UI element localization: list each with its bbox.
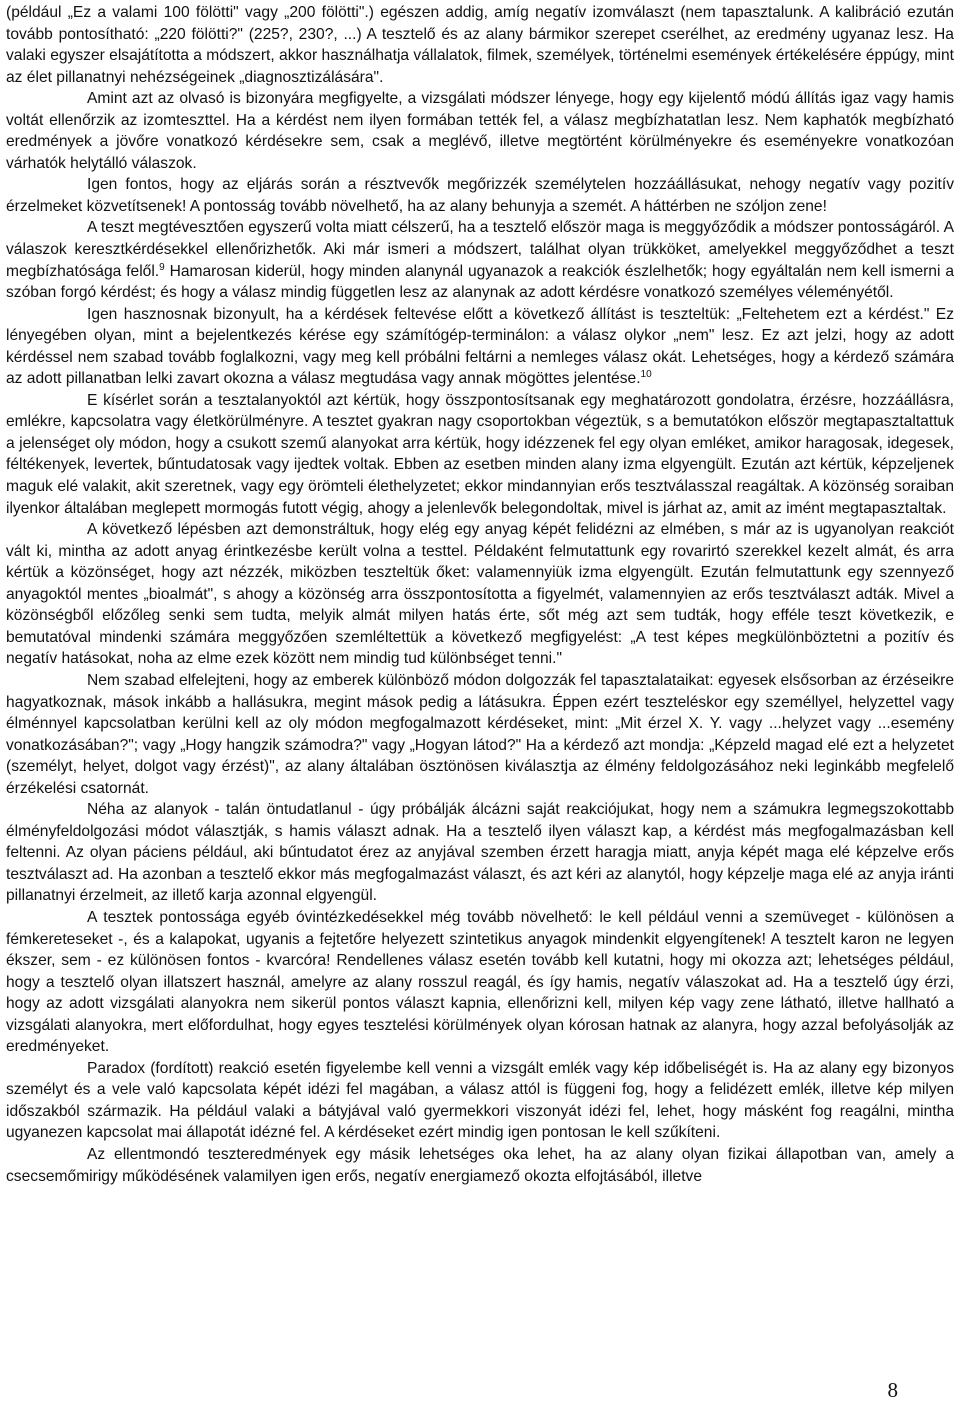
- paragraph-text: Amint azt az olvasó is bizonyára megfigyelte, a vizsgálati módszer lényege, hogy egy kijelentő módú állítás igaz vagy hamis voltát ellenőrzik az izomteszttel. Ha a kérdést nem ilyen formában tették fel, a válasz megbízhatatlan lesz. Nem kaphatók megbízható eredmények a jövőre vonatkozó kérdésekre sem, csak a meglévő, illetve megtörtént körülményekre és eseményekre vonatkozóan várhatók helytálló válaszok.: [6, 90, 954, 172]
- paragraph: [6, 1058, 954, 1144]
- paragraph-text: Igen hasznosnak bizonyult, ha a kérdések feltevése előtt a következő állítást is teszteltük: „Feltehetem ezt a kérdést." Ez lényegében olyan, mint a bejelentkezés kérése egy számítógép-terminálon: a válasz olykor „nem" lesz. Ez azt jelzi, hogy az adott kérdéssel nem szabad tovább foglalkozni, vagy meg kell próbálni feltárni a nemleges válasz okát. Lehetséges, hogy a kérdező számára az adott pillanatban lelki zavart okozna a válasz megtudása vagy annak mögöttes jelentése.: [6, 305, 954, 388]
- paragraph: [6, 670, 954, 799]
- paragraph-text: E kísérlet során a tesztalanyoktól azt kértük, hogy összpontosítsanak egy meghatározott gondolatra, érzésre, hozzáállásra, emlékre, kapcsolatra vagy életkörülményre. A tesztet gyakran nagy csoportokban végeztük, s a bemutatókon először megtapasztaltattuk a jelenséget oly módon, hogy a csukott szemű alanyokat arra kértük, hogy idézzenek fel egy olyan emléket, amikor haragosak, idegesek, féltékenyek, levertek, bűntudatosak vagy ijedtek voltak. Ebben az esetben minden alany izma elgyengült. Ezután azt kértük, képzeljenek maguk elé valakit, akit szeretnek, vagy egy örömteli élethelyzetet; ekkor mindannyian erős tesztválasszal reagáltak. A közönség soraiban ilyenkor általában meglepett mormogás futott végig, ahogy a jelenlevők belegondoltak, mivel is járhat az, amit az imént megtapasztaltak.: [6, 391, 954, 517]
- paragraph: [6, 907, 954, 1058]
- paragraph-text: A következő lépésben azt demonstráltuk, hogy elég egy anyag képét felidézni az elmében, s már az is ugyanolyan reakciót vált ki, mintha az adott anyag érintkezésbe került volna a testtel. Példaként felmutattunk egy rovarirtó szerekkel kezelt almát, és arra kértük a közönséget, hogy azt nézzék, miközben teszteltük őket: valamennyiük izma elgyengült. Ezután felmutattunk egy szennyező anyagoktól mentes „bioalmát", s ahogy a közönség arra összpontosította a figyelmét, valamennyien az erős tesztválaszt adták. Mivel a közönségből előzőleg senki sem tudta, melyik almát milyen hatás érte, sőt még azt sem tudták, hogy efféle teszt következik, e bemutatóval mindenki számára meggyőzően szemléltettük a következő megfigyelést: „A test képes megkülönböztetni a pozitív és negatív hatásokat, noha az elme ezek között nem mindig tud különbséget tenni.": [6, 521, 954, 668]
- paragraph-text: Nem szabad elfelejteni, hogy az emberek különböző módon dolgozzák fel tapasztalataikat: egyesek elsősorban az érzéseikre hagyatkoznak, mások inkább a hallásukra, megint mások pedig a látásukra. Éppen ezért teszteléskor egy személlyel, helyzettel vagy élménnyel kapcsolatban kerülni kell az oly módon megfogalmazott kérdéseket, mint: „Mit érzel X. Y. vagy ...helyzet vagy ...esemény vonatkozásában?"; vagy „Hogy hangzik számodra?" vagy „Hogyan látod?" Ha a kérdező azt mondja: „Képzeld magad elé ezt a helyzetet (személyt, helyet, dolgot vagy érzést)", az alany általában ösztönösen kiválasztja az élmény feldolgozásához neki leginkább megfelelő érzékelési csatornát.: [6, 671, 954, 797]
- footnote-reference: 9: [159, 261, 165, 273]
- paragraph-text: Hamarosan kiderül, hogy minden alanynál ugyanazok a reakciók észlelhetők; hogy egyáltalán nem kell ismerni a szóban forgó kérdést; és hogy a válasz mindig független lesz az alanynak az adott kérdésre vonatkozó személyes véleményétől.: [6, 262, 955, 302]
- paragraph-text: Az ellentmondó teszteredmények egy másik lehetséges oka lehet, ha az alany olyan fizikai állapotban van, amely a csecsemőmirigy működésének valamilyen igen erős, negatív energiamező okozta elfojtásából, illetve: [6, 1145, 954, 1185]
- paragraph: [6, 1144, 954, 1187]
- paragraph: [6, 88, 954, 174]
- paragraph-text: Néha az alanyok - talán öntudatlanul - úgy próbálják álcázni saját reakciójukat, hogy nem a számukra legmegszokottabb élményfeldolgozási módot választják, s hamis választ adnak. Ha a tesztelő ilyen választ kap, a kérdést más megfogalmazásban kell feltenni. Az olyan páciens például, aki bűntudatot érez az anyjával szemben érzett haragja miatt, anyja képét maga elé képzelve erős tesztválaszt ad. Ha azonban a tesztelő ekkor más megfogalmazást választ, és azt kéri az alanytól, hogy képzelje maga elé az anyja iránti pillanatnyi érzelmeit, az illető karja azonnal elgyengül.: [6, 801, 954, 905]
- paragraph: [6, 799, 954, 907]
- paragraph-text: (például „Ez a valami 100 fölötti" vagy „200 fölötti".) egészen addig, amíg negatív izomválaszt (nem tapasztalunk. A kalibráció ezután tovább pontosítható: „220 fölötti?" (225?, 230?, ...) A tesztelő és az alany bármikor szerepet cserélhet, az eredmény ugyanaz lesz. Ha valaki egyszer elsajátította a módszert, akkor használhatja vállalatok, filmek, személyek, történelmi események értékelésére éppúgy, mint az élet pillanatnyi nehézségeinek „diagnosztizálására".: [6, 4, 954, 86]
- paragraph: [6, 217, 954, 303]
- footnote-reference: 10: [640, 369, 652, 381]
- page-number: 8: [887, 1378, 898, 1402]
- paragraph-text: A teszt megtévesztően egyszerű volta miatt célszerű, ha a tesztelő először maga is meggyőződik a módszer pontosságáról. A válaszok keresztkérdésekkel ellenőrizhetők. Aki már ismeri a módszert, találhat olyan trükköket, amelyekkel meggyőződhet a teszt megbízhatósága felől.: [6, 219, 954, 280]
- paragraph: [6, 519, 954, 670]
- paragraph: [6, 304, 954, 390]
- paragraph-text: Paradox (fordított) reakció esetén figyelembe kell venni a vizsgált emlék vagy kép időbeliségét is. Ha az alany egy bizonyos személyt és a vele való kapcsolata képét idézi fel magában, a válasz attól is függeni fog, hogy a felidézett emlék, illetve kép milyen időszakból származik. Ha például valaki a bátyjával való gyermekkori viszonyát idézi fel, lehet, hogy másként fog reagálni, mintha ugyanezen kapcsolat mai állapotát idézné fel. A kérdéseket ezért mindig igen pontosan le kell szűkíteni.: [6, 1059, 954, 1142]
- document-body: [6, 2, 954, 1187]
- paragraph: [6, 390, 954, 519]
- paragraph: [6, 2, 954, 88]
- paragraph-text: Igen fontos, hogy az eljárás során a résztvevők megőrizzék személytelen hozzáállásukat, nehogy negatív vagy pozitív érzelmeket közvetítsenek! A pontosság tovább növelhető, ha az alany behunyja a szemét. A háttérben ne szóljon zene!: [6, 176, 954, 215]
- paragraph-text: A tesztek pontossága egyéb óvintézkedésekkel még tovább növelhető: le kell például venni a szemüveget - különösen a fémkereteseket -, és a kalapokat, ugyanis a fejtetőre helyezett szintetikus anyagok mindenkit elgyengítenek! A tesztelt karon ne legyen ékszer, sem - ez különösen fontos - kvarcóra! Rendellenes válasz esetén tovább kell kutatni, hogy mi okozza azt; lehetséges például, hogy a tesztelő olyan illatszert használ, amelyre az alany rosszul reagál, és így hamis, negatív válaszokat ad. Ha a tesztelő úgy érzi, hogy az adott vizsgálati alanyokra nem sikerül pontos választ kapnia, ellenőrizni kell, milyen kép vagy zene látható, illetve hallható a vizsgálati alanyokra, mert előfordulhat, hogy egyes tesztelési körülmények olyan kórosan hatnak az alanyra, hogy azzal befolyásolják az eredményeket.: [6, 908, 954, 1056]
- paragraph: [6, 174, 954, 217]
